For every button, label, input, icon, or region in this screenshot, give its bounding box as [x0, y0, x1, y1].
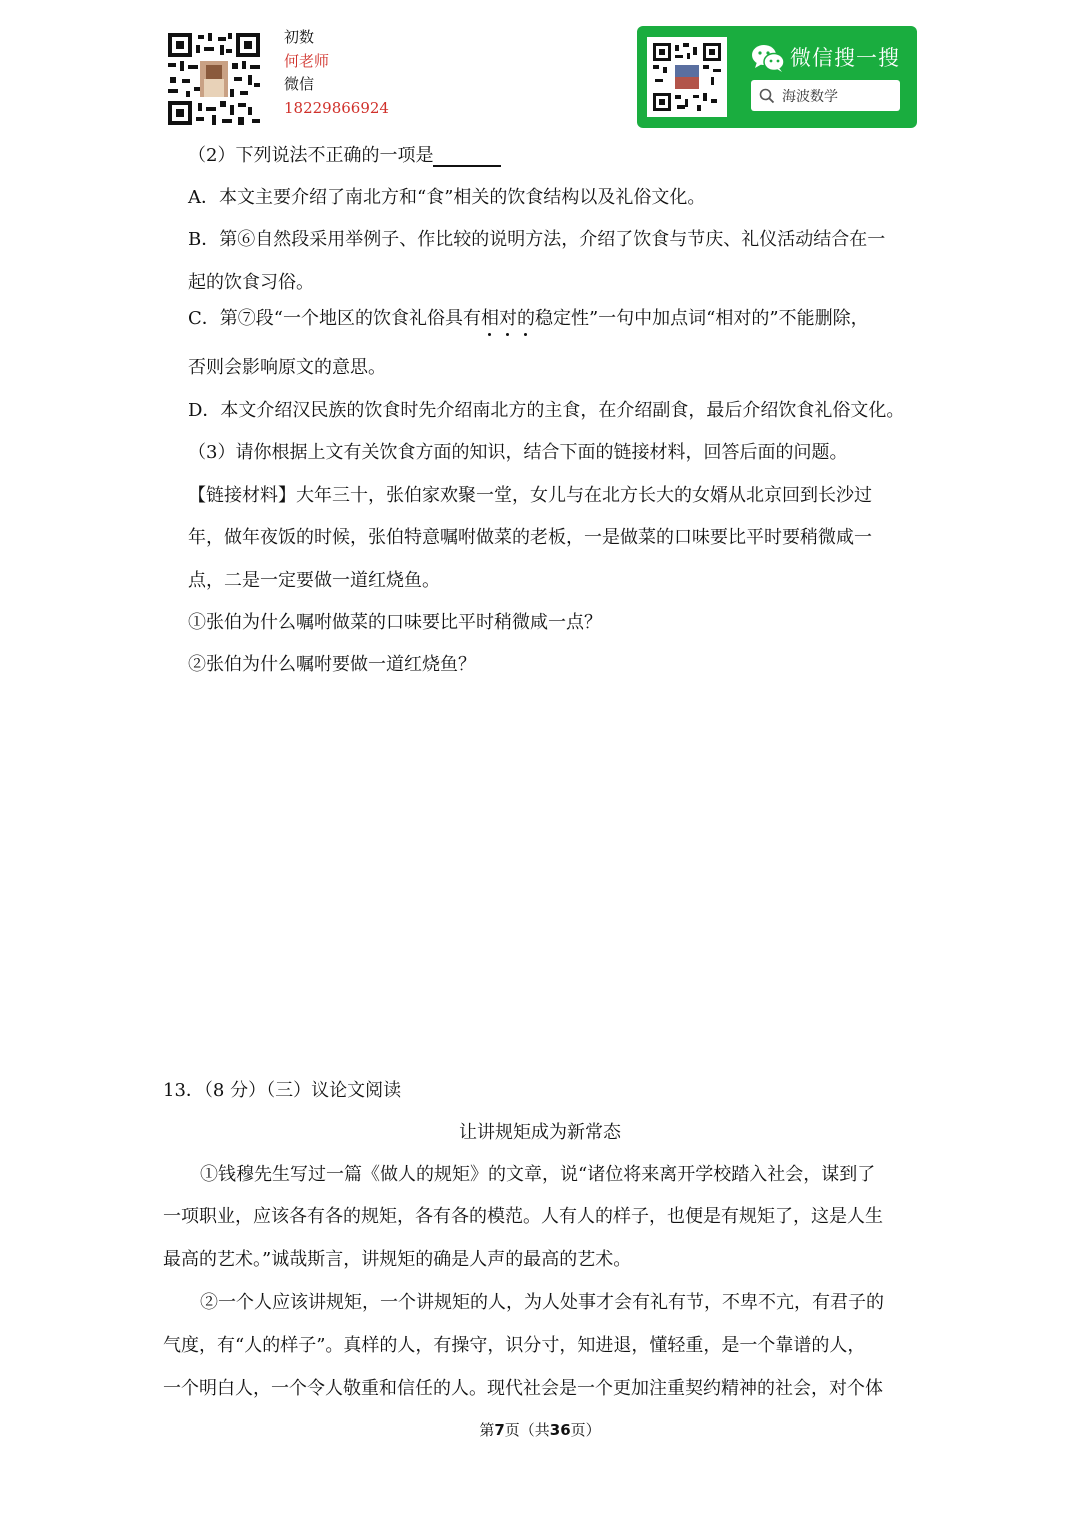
- wechat-search-text: 海波数学: [782, 89, 838, 105]
- q13-heading: 13．（8 分）（三）议论文阅读: [163, 1080, 402, 1101]
- q2-option-a: A．本文主要介绍了南北方和“食”相关的饮食结构以及礼俗文化。: [188, 187, 706, 208]
- qr-code-icon: [653, 43, 721, 111]
- q2-prompt: [188, 141, 501, 167]
- q2-option-b-line2: 起的饮食习俗。: [188, 272, 314, 293]
- emphasis-char: 的: [516, 308, 535, 329]
- contact-info: [284, 26, 389, 120]
- q3-material-line1: 【链接材料】大年三十，张伯家欢聚一堂，女儿与在北方长大的女婿从北京回到长沙过: [188, 485, 872, 506]
- paragraph-2-line2: 气度，有“人的样子”。真样的人，有操守，识分寸，知进退，懂轻重，是一个靠谱的人，: [163, 1335, 866, 1356]
- emphasis-char: 相: [480, 308, 499, 329]
- q3-sub-question-2: ②张伯为什么嘱咐要做一道红烧鱼？: [188, 654, 476, 675]
- q2-option-b-line1: B．第⑥自然段采用举例子、作比较的说明方法，介绍了饮食与节庆、礼仪活动结合在一: [188, 229, 886, 250]
- emphasis-char: 对: [498, 308, 517, 329]
- q2-option-d: D．本文介绍汉民族的饮食时先介绍南北方的主食，在介绍副食，最后介绍饮食礼俗文化。: [188, 400, 905, 421]
- paragraph-1-line2: 一项职业，应该各有各的规矩，各有各的模范。人有人的样子，也便是有规矩了，这是人生: [163, 1206, 883, 1227]
- contact-wechat-label: 微信: [284, 75, 315, 93]
- q2-c-text-post: 稳定性”一句中加点词“相对的”不能删除，: [534, 308, 869, 329]
- q2-option-c-line1: [188, 304, 869, 330]
- wechat-search-card[interactable]: [637, 26, 917, 128]
- q3-material-line2: 年，做年夜饭的时候，张伯特意嘱咐做菜的老板，一是做菜的口味要比平时要稍微咸一: [188, 527, 872, 548]
- search-icon: [759, 88, 775, 104]
- wechat-search-box[interactable]: [751, 80, 900, 111]
- contact-qr-code: [168, 33, 260, 125]
- footer-page-number: 7: [494, 1421, 505, 1439]
- q3-sub-question-1: ①张伯为什么嘱咐做菜的口味要比平时稍微咸一点？: [188, 612, 602, 633]
- wechat-logo-icon: [751, 43, 785, 73]
- article-title: 让讲规矩成为新常态: [459, 1122, 621, 1143]
- answer-blank: [433, 147, 501, 167]
- paragraph-1-line1: ①钱穆先生写过一篇《做人的规矩》的文章，说“诸位将来离开学校踏入社会，谋到了: [200, 1164, 876, 1185]
- paragraph-1-line3: 最高的艺术。”诚哉斯言，讲规矩的确是人声的最高的艺术。: [163, 1249, 632, 1270]
- footer-mid: 页（共: [504, 1421, 550, 1439]
- contact-phone: 18229866924: [284, 98, 389, 117]
- paragraph-2-line1: ②一个人应该讲规矩，一个讲规矩的人，为人处事才会有礼有节，不卑不亢，有君子的: [200, 1292, 884, 1313]
- q3-material-line3: 点，二是一定要做一道红烧鱼。: [188, 570, 440, 591]
- wechat-search-title: 微信搜一搜: [790, 46, 900, 70]
- paragraph-2-line3: 一个明白人，一个令人敬重和信任的人。现代社会是一个更加注重契约精神的社会，对个体: [163, 1378, 883, 1399]
- footer-post: 页）: [570, 1421, 601, 1439]
- contact-subject: 初数: [284, 28, 315, 46]
- q2-prompt-text: （2）下列说法不正确的一项是: [188, 145, 434, 166]
- q2-c-text-pre: C．第⑦段“一个地区的饮食礼俗具有: [188, 308, 481, 329]
- q3-prompt: （3）请你根据上文有关饮食方面的知识，结合下面的链接材料，回答后面的问题。: [188, 442, 848, 463]
- footer-pre: 第: [479, 1421, 495, 1439]
- contact-teacher: 何老师: [284, 51, 330, 70]
- footer-total-pages: 36: [549, 1421, 571, 1439]
- q2-option-c-line2: 否则会影响原文的意思。: [188, 357, 386, 378]
- page-footer: [0, 1419, 1080, 1440]
